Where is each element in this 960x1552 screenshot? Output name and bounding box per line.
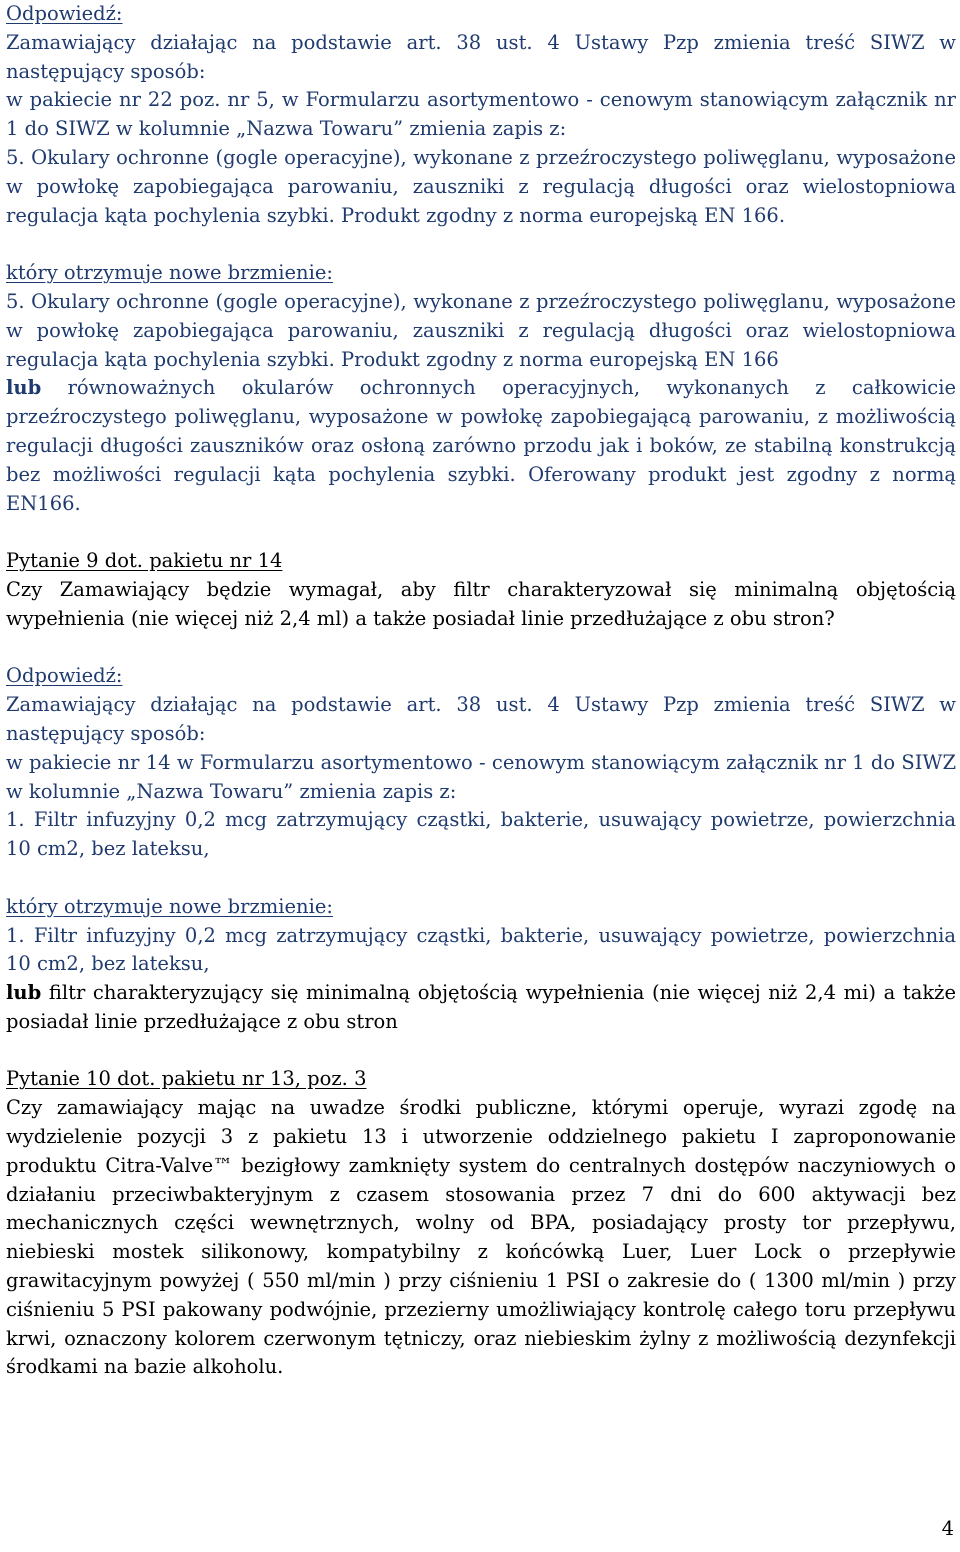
lub-keyword: lub xyxy=(6,376,42,400)
spacer xyxy=(6,230,956,259)
question-9 xyxy=(6,547,956,633)
new-wording: 1. Filtr infuzyjny 0,2 mcg zatrzymujący cząstki, bakterie, usuwający powietrze, powierzchnia 10 cm2, bez lateksu, xyxy=(6,923,956,976)
question-text: Czy zamawiający mając na uwadze środki publiczne, którymi operuje, wyrazi zgodę na wydzielenie pozycji 3 z pakietu 13 i utworzenie oddzielnego pakietu I zaproponowanie produktu Citra-Valve™ bezigłowy zamknięty system do centralnych dostępów naczyniowych o działaniu przeciwbakteryjnym z czasem stosowania przez 7 dni do 600 aktywacji bez mechanicznych części wewnętrznych, wolny od BPA, posiadający prosty tor przepływu, niebieski mostek silikonowy, kompatybilny z końcówką Luer, Luer Lock o przepływie grawitacyjnym powyżej ( 550 ml/min ) przy ciśnieniu 1 PSI o zakresie do ( 1300 ml/min ) przy ciśnieniu 5 PSI pakowany podwójnie, przezierny umożliwiający kontrolę całego toru przepływu krwi, oznaczony kolorem czerwonym tętniczy, oraz niebieskim żylny z możliwością dezynfekcji środkami na bazie alkoholu. xyxy=(6,1096,956,1379)
question-10 xyxy=(6,1065,956,1382)
spacer xyxy=(6,518,956,547)
question-heading: Pytanie 10 dot. pakietu nr 13, poz. 3 xyxy=(6,1067,367,1091)
alternative-text: równoważnych okularów ochronnych operacyjnych, wykonanych z całkowicie przeźroczystego poliwęglanu, wyposażone w powłokę zapobiegającą parowaniu, z możliwością regulacji długości zauszników oraz osłoną zarówno przodu jak i boków, ze stabilną konstrukcją bez możliwości regulacji kąta pochylenia szybki. Oferowany produkt jest zgodny z normą EN166. xyxy=(6,376,956,515)
alternative-wording xyxy=(6,374,956,518)
alternative-text: filtr charakteryzujący się minimalną objętością wypełnienia (nie więcej niż 2,4 mi) a także posiadał linie przedłużające z obu stron xyxy=(6,981,956,1033)
spacer xyxy=(6,634,956,663)
spacer xyxy=(6,864,956,893)
answer-heading: Odpowiedź: xyxy=(6,664,123,688)
alternative-wording xyxy=(6,979,956,1037)
new-wording: 5. Okulary ochronne (gogle operacyjne), wykonane z przeźroczystego poliwęglanu, wyposażone w powłokę zapobiegająca parowaniu, zauszniki z regulacją długości oraz wielostopniowa regulacja kąta pochylenia szybki. Produkt zgodny z norma europejską EN 166 xyxy=(6,289,956,371)
answer-intro: Zamawiający działając na podstawie art. 38 ust. 4 Ustawy Pzp zmienia treść SIWZ w następujący sposób: xyxy=(6,30,956,83)
lub-keyword: lub xyxy=(6,981,42,1005)
document-page xyxy=(6,0,956,1382)
question-text: Czy Zamawiający będzie wymagał, aby filtr charakteryzował się minimalną objętością wypełnienia (nie więcej niż 2,4 ml) a także posiadał linie przedłużające z obu stron? xyxy=(6,577,956,630)
new-wording-heading: który otrzymuje nowe brzmienie: xyxy=(6,894,333,918)
old-wording: 1. Filtr infuzyjny 0,2 mcg zatrzymujący cząstki, bakterie, usuwający powietrze, powierzchnia 10 cm2, bez lateksu, xyxy=(6,808,956,861)
amendment-location: w pakiecie nr 22 poz. nr 5, w Formularzu asortymentowo - cenowym stanowiącym załącznik nr 1 do SIWZ w kolumnie „Nazwa Towaru” zmienia zapis z: xyxy=(6,88,956,141)
answer-block-2 xyxy=(6,662,956,1036)
new-wording-heading: który otrzymuje nowe brzmienie: xyxy=(6,261,333,285)
amendment-location: w pakiecie nr 14 w Formularzu asortymentowo - cenowym stanowiącym załącznik nr 1 do SIWZ w kolumnie „Nazwa Towaru” zmienia zapis z: xyxy=(6,750,956,803)
old-wording: 5. Okulary ochronne (gogle operacyjne), wykonane z przeźroczystego poliwęglanu, wyposażone w powłokę zapobiegająca parowaniu, zauszniki z regulacją długości oraz wielostopniowa regulacja kąta pochylenia szybki. Produkt zgodny z norma europejską EN 166. xyxy=(6,145,956,227)
question-heading: Pytanie 9 dot. pakietu nr 14 xyxy=(6,549,283,573)
spacer xyxy=(6,1037,956,1066)
answer-block-1 xyxy=(6,0,956,518)
answer-intro: Zamawiający działając na podstawie art. 38 ust. 4 Ustawy Pzp zmienia treść SIWZ w następujący sposób: xyxy=(6,693,956,745)
answer-heading: Odpowiedź: xyxy=(6,2,123,25)
page-number: 4 xyxy=(941,1517,954,1541)
